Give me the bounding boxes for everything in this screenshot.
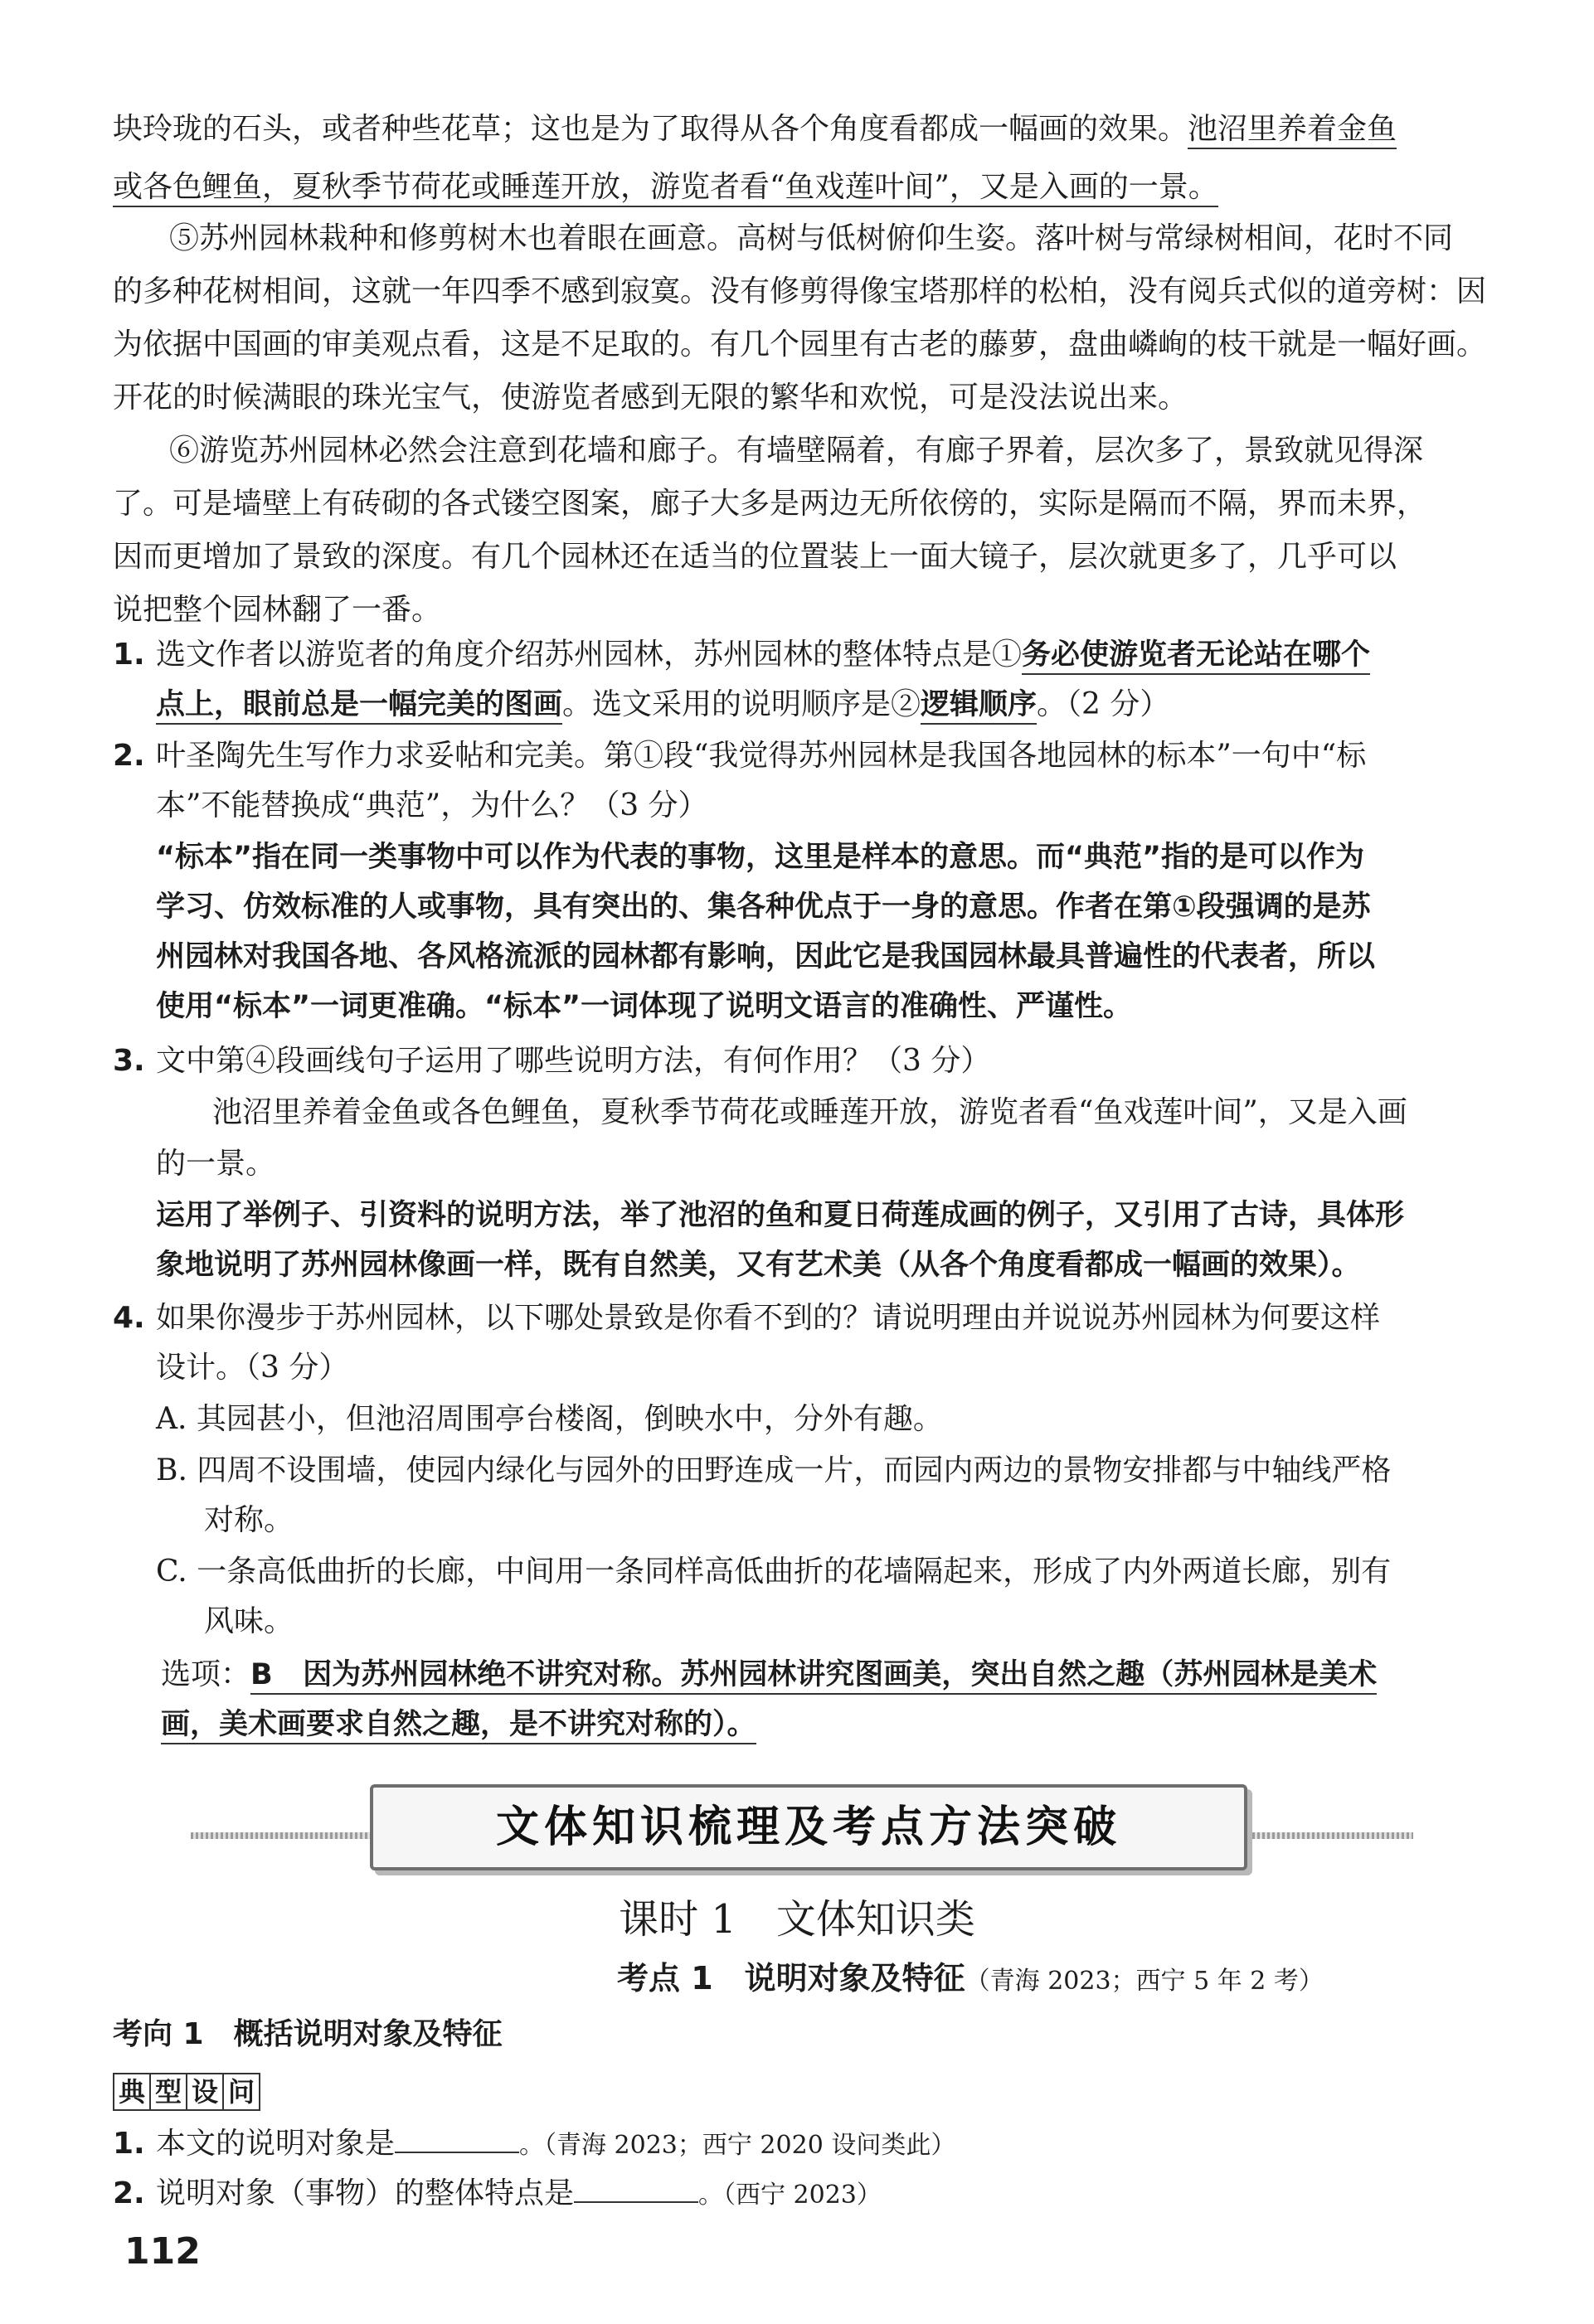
option-c: C. 一条高低曲折的长廊，中间用一条同样高低曲折的花墙隔起来，形成了内外两道长廊，别有 bbox=[156, 1555, 1392, 1589]
banner-rule-right bbox=[1247, 1832, 1413, 1839]
label-char: 设 bbox=[186, 2073, 224, 2111]
underlined-sentence: 或各色鲤鱼，夏秋季节荷花或睡莲开放，游览者看“鱼戏莲叶间”，又是入画的一景。 bbox=[113, 170, 1218, 207]
answer-text: 务必使游览者无论站在哪个 bbox=[1022, 638, 1370, 675]
paragraph-6-line: ⑥游览苏州园林必然会注意到花墙和廊子。有墙壁隔着，有廊子界着，层次多了，景致就见得深 bbox=[169, 434, 1424, 468]
label-char: 型 bbox=[149, 2073, 187, 2111]
exercise-2: 2. 说明对象（事物）的整体特点是 。（西宁 2023） bbox=[113, 2169, 1506, 2220]
paragraph-5-line: 的多种花树相间，这就一年四季不感到寂寞。没有修剪得像宝塔那样的松柏，没有阅兵式似的道旁树：因 bbox=[113, 274, 1487, 308]
question-number: 1. bbox=[113, 638, 145, 672]
answer-line: 州园林对我国各地、各风格流派的园林都有影响，因此它是我国园林最具普遍性的代表者，所以 bbox=[156, 940, 1376, 973]
question-4: 4. 如果你漫步于苏州园林，以下哪处景致是你看不到的？请说明理由并说说苏州园林为何要这样 bbox=[113, 1293, 1506, 1343]
question-number: 3. bbox=[113, 1044, 145, 1078]
answer-line: “标本”指在同一类事物中可以作为代表的事物，这里是样本的意思。而“典范”指的是可以作为 bbox=[156, 841, 1365, 874]
answer-text: 点上，眼前总是一幅完美的图画 bbox=[156, 688, 562, 725]
paragraph-6-line: 了。可是墙壁上有砖砌的各式镂空图案，廊子大多是两边无所依傍的，实际是隔而不隔，界而未界， bbox=[113, 487, 1427, 521]
quoted-sentence: 的一景。 bbox=[156, 1147, 276, 1181]
question-3: 3. 文中第④段画线句子运用了哪些说明方法，有何作用？（3 分） bbox=[113, 1036, 1506, 1086]
question-1-cont: 点上，眼前总是一幅完美的图画。选文采用的说明顺序是②逻辑顺序。（2 分） bbox=[156, 680, 1549, 730]
question-number: 2. bbox=[113, 2176, 145, 2210]
answer-line: 象地说明了苏州园林像画一样，既有自然美，又有艺术美（从各个角度看都成一幅画的效果）。 bbox=[156, 1249, 1361, 1282]
question-2-cont: 本”不能替换成“典范”，为什么？（3 分） bbox=[156, 788, 708, 822]
banner-rule-left bbox=[191, 1832, 370, 1839]
question-4-cont: 设计。（3 分） bbox=[156, 1351, 349, 1385]
question-2: 2. 叶圣陶先生写作力求妥帖和完美。第①段“我觉得苏州园林是我国各地园林的标本”一句中“标 bbox=[113, 731, 1506, 781]
exercise-1: 1. 本文的说明对象是 。（青海 2023；西宁 2020 设问类此） bbox=[113, 2119, 1506, 2171]
question-1: 1. 选文作者以游览者的角度介绍苏州园林，苏州园林的整体特点是①务必使游览者无论站在哪个 bbox=[113, 630, 1506, 680]
answer-blank[interactable] bbox=[574, 2201, 698, 2203]
answer-line: 使用“标本”一词更准确。“标本”一词体现了说明文语言的准确性、严谨性。 bbox=[156, 990, 1133, 1023]
exam-point-heading: 考点 1 说明对象及特征（青海 2023；西宁 5 年 2 考） bbox=[617, 1960, 1324, 1997]
label-char: 典 bbox=[113, 2073, 151, 2111]
passage-line: 块玲珑的石头，或者种些花草；这也是为了取得从各个角度看都成一幅画的效果。池沼里养着金鱼 bbox=[113, 104, 1506, 154]
paragraph-5-line: 开花的时候满眼的珠光宝气，使游览者感到无限的繁华和欢悦，可是没法说出来。 bbox=[113, 381, 1188, 415]
paragraph-5-line: 为依据中国画的审美观点看，这是不足取的。有几个园里有古老的藤萝，盘曲嶙峋的枝干就是一幅好画。 bbox=[113, 327, 1487, 361]
answer-line: 运用了举例子、引资料的说明方法，举了池沼的鱼和夏日荷莲成画的例子，又引用了古诗，具体形 bbox=[156, 1199, 1405, 1232]
question-number: 4. bbox=[113, 1301, 145, 1335]
option-c-cont: 风味。 bbox=[204, 1604, 294, 1638]
option-b-cont: 对称。 bbox=[204, 1503, 294, 1537]
paragraph-5-line: ⑤苏州园林栽种和修剪树木也着眼在画意。高树与低树俯仰生姿。落叶树与常绿树相间，花时不同 bbox=[169, 221, 1454, 255]
section-banner: 文体知识梳理及考点方法突破 bbox=[370, 1784, 1247, 1870]
page-number: 112 bbox=[124, 2230, 201, 2273]
answer-line: 画，美术画要求自然之趣，是不讲究对称的）。 bbox=[161, 1700, 1554, 1749]
label-char: 问 bbox=[222, 2073, 260, 2111]
answer-line: 学习、仿效标准的人或事物，具有突出的、集各种优点于一身的意思。作者在第①段强调的是苏 bbox=[156, 890, 1371, 924]
passage-line bbox=[113, 163, 1506, 212]
answer-blank[interactable] bbox=[395, 2152, 519, 2153]
question-number: 1. bbox=[113, 2127, 145, 2161]
question-number: 2. bbox=[113, 739, 145, 773]
underlined-sentence: 池沼里养着金鱼 bbox=[1188, 112, 1397, 149]
paragraph-6-line: 说把整个园林翻了一番。 bbox=[113, 593, 442, 627]
direction-heading: 考向 1 概括说明对象及特征 bbox=[113, 2017, 503, 2051]
paragraph-6-line: 因而更增加了景致的深度。有几个园林还在适当的位置装上一面大镜子，层次就更多了，几乎可以 bbox=[113, 540, 1397, 574]
option-b: B. 四周不设围墙，使园内绿化与园外的田野连成一片，而园内两边的景物安排都与中轴线严格 bbox=[156, 1453, 1392, 1487]
selection-answer: 选项：B 因为苏州园林绝不讲究对称。苏州园林讲究图画美，突出自然之趣（苏州园林是美术 bbox=[161, 1650, 1554, 1700]
option-a: A. 其园甚小，但池沼周围亭台楼阁，倒映水中，分外有趣。 bbox=[156, 1402, 943, 1436]
answer-text: 逻辑顺序 bbox=[921, 688, 1037, 725]
typical-question-label bbox=[113, 2073, 259, 2111]
lesson-title: 课时 1 文体知识类 bbox=[619, 1896, 975, 1943]
quoted-sentence: 池沼里养着金鱼或各色鲤鱼，夏秋季节荷花或睡莲开放，游览者看“鱼戏莲叶间”，又是入画 bbox=[212, 1095, 1407, 1129]
answer-text: B 因为苏州园林绝不讲究对称。苏州园林讲究图画美，突出自然之趣（苏州园林是美术 bbox=[250, 1658, 1377, 1695]
